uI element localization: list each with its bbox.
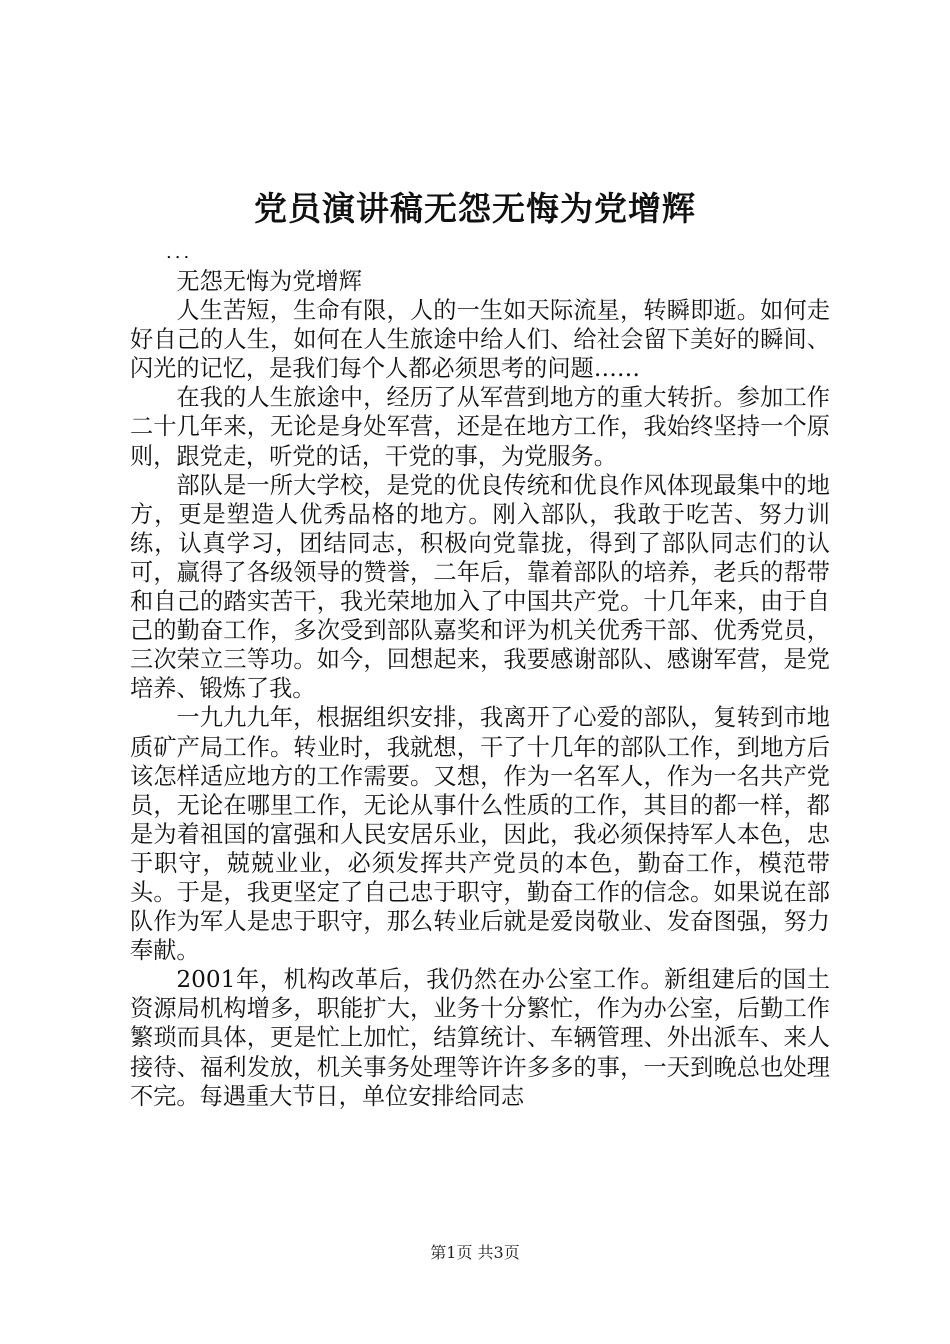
body-paragraph: 部队是一所大学校，是党的优良传统和优良作风体现最集中的地方，更是塑造人优秀品格的地方。刚入部队，我敢于吃苦、努力训练，认真学习，团结同志，积极向党靠拢，得到了部队同志们的认可，赢得了各级领导的赞誉，二年后，靠着部队的培养，老兵的帮带和自己的踏实苦干，我光荣地加入了中国共产党。十几年来，由于自己的勤奋工作，多次受到部队嘉奖和评为机关优秀干部、优秀党员，三次荣立三等功。如今，回想起来，我要感谢部队、感谢军营，是党培养、锻炼了我。 — [130, 471, 830, 703]
document-body — [130, 238, 830, 1111]
body-paragraph: 在我的人生旅途中，经历了从军营到地方的重大转折。参加工作二十几年来，无论是身处军营，还是在地方工作，我始终坚持一个原则，跟党走，听党的话，干党的事，为党服务。 — [130, 384, 830, 470]
document-title: 党员演讲稿无怨无悔为党增辉 — [254, 189, 696, 228]
body-paragraph: 一九九九年，根据组织安排，我离开了心爱的部队，复转到市地质矿产局工作。转业时，我就想，干了十几年的部队工作，到地方后该怎样适应地方的工作需要。又想，作为一名军人，作为一名共产党员，无论在哪里工作，无论从事什么性质的工作，其目的都一样，都是为着祖国的富强和人民安居乐业，因此，我必须保持军人本色，忠于职守，兢兢业业，必须发挥共产党员的本色，勤奋工作，模范带头。于是，我更坚定了自己忠于职守，勤奋工作的信念。如果说在部队作为军人是忠于职守，那么转业后就是爱岗敬业、发奋图强，努力奉献。 — [130, 704, 830, 965]
page-footer: 第1页 共3页 — [430, 1243, 520, 1262]
ellipsis-paragraph: ... — [166, 242, 193, 263]
subtitle-paragraph: 无怨无悔为党增辉 — [176, 268, 362, 295]
body-paragraph: 人生苦短，生命有限，人的一生如天际流星，转瞬即逝。如何走好自己的人生，如何在人生旅途中给人们、给社会留下美好的瞬间、闪光的记忆，是我们每个人都必须思考的问题…… — [130, 297, 830, 383]
body-paragraph: 2001年，机构改革后，我仍然在办公室工作。新组建后的国土资源局机构增多，职能扩大，业务十分繁忙，作为办公室，后勤工作繁琐而具体，更是忙上加忙，结算统计、车辆管理、外出派车、来人接待、福利发放，机关事务处理等许许多多的事，一天到晚总也处理不完。每遇重大节日，单位安排给同志 — [130, 966, 830, 1110]
